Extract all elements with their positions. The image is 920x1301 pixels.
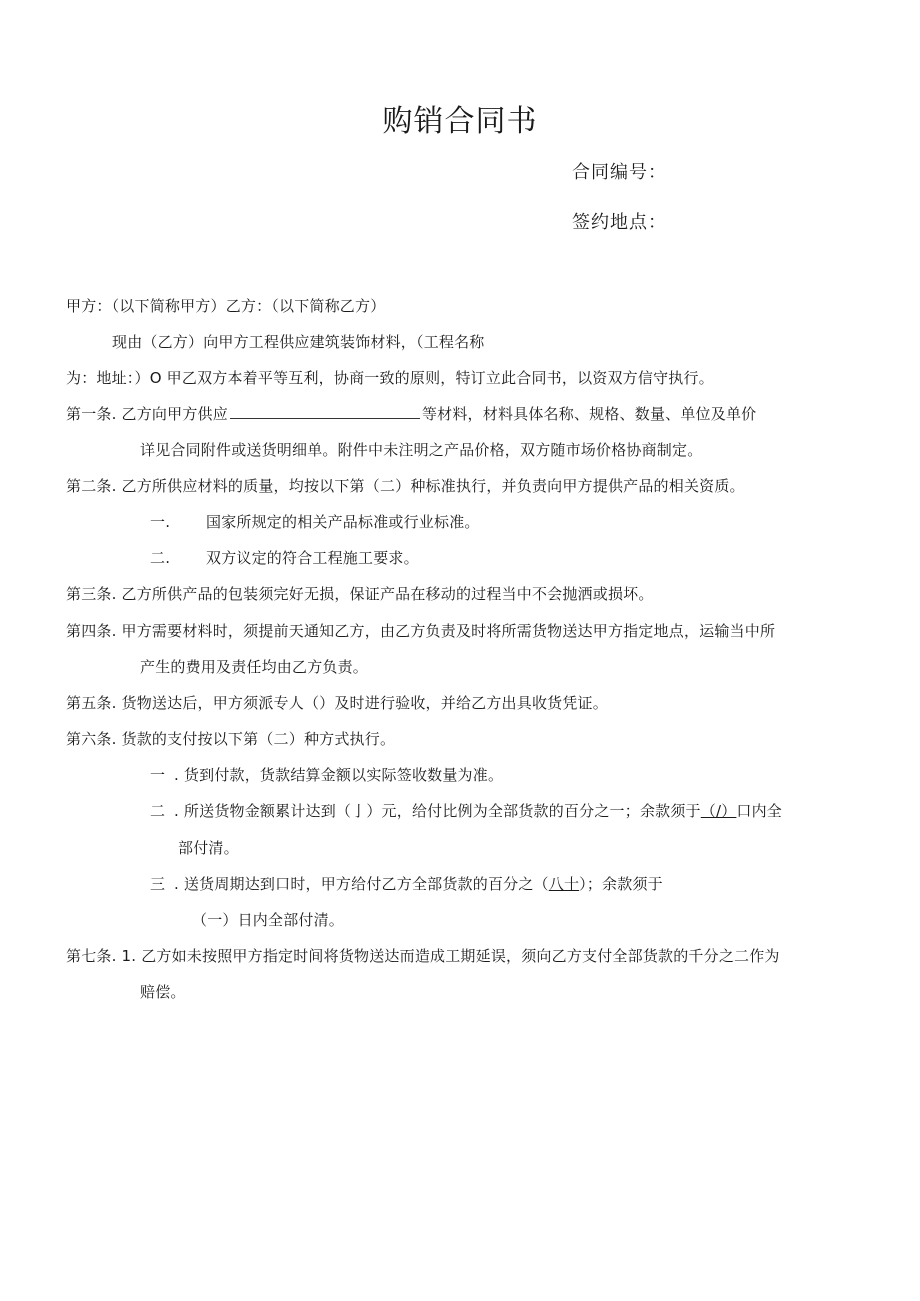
article-6-line-1: 第六条. 货款的支付按以下第（二）种方式执行。	[66, 730, 396, 748]
article-6-item-2-line-1	[174, 801, 782, 821]
article-7-line-1: 第七条. 1. 乙方如未按照甲方指定时间将货物送达而造成工期延误，须向乙方支付全部货款的千分之二作为	[66, 947, 780, 965]
signing-location-label: 签约地点：	[572, 212, 667, 233]
article-2-item-2-number: 二.	[150, 549, 171, 567]
intro-line-1: 现由（乙方）向甲方工程供应建筑装饰材料，（工程名称	[112, 333, 485, 351]
article-5: 第五条. 货物送达后，甲方须派专人（）及时进行验收，并给乙方出具收货凭证。	[66, 694, 608, 712]
article-4-line-2: 产生的费用及责任均由乙方负责。	[140, 658, 369, 676]
article-2-line-1: 第二条. 乙方所供应材料的质量，均按以下第（二）种标准执行，并负责向甲方提供产品的相关资质。	[66, 477, 745, 495]
article-6-item-3-line-1	[174, 874, 663, 894]
article-2-item-2-text: 双方议定的符合工程施工要求。	[206, 549, 419, 567]
intro-line-2: 为：地址：）O 甲乙双方本着平等互利，协商一致的原则，特订立此合同书，以资双方信守执行。	[66, 369, 714, 387]
article-6-item-3-line-2: （一）日内全部付清。	[192, 911, 345, 929]
article-6-item-1-number: 一	[150, 766, 166, 784]
article-6-item-2-text-a: . 所送货物金额累计达到（亅）元，给付比例为全部货款的百分之一；余款须于	[174, 802, 701, 820]
article-6-item-2-text-b: 口内全	[736, 802, 783, 820]
article-4-line-1: 第四条. 甲方需要材料时，须提前天通知乙方，由乙方负责及时将所需货物送达甲方指定地点，运输当中所	[66, 622, 776, 640]
article-6-item-3-text-b: ）；余款须于	[579, 875, 663, 893]
article-3: 第三条. 乙方所供产品的包装须完好无损，保证产品在移动的过程当中不会抛洒或损坏。	[66, 585, 654, 603]
article-6-item-2-line-2: 部付清。	[178, 839, 239, 857]
article-6-item-2-underlined-value: （/）	[700, 802, 737, 820]
article-1-line-2: 详见合同附件或送货明细单。附件中未注明之产品价格，双方随市场价格协商制定。	[140, 441, 703, 459]
article-2-item-1-number: 一.	[150, 513, 171, 531]
article-7-line-2: 赔偿。	[140, 983, 186, 1001]
article-6-item-2-number: 二	[150, 802, 166, 820]
article-6-item-1-text: . 货到付款，货款结算金额以实际签收数量为准。	[174, 766, 504, 784]
article-6-item-3-text-a: . 送货周期达到口时，甲方给付乙方全部货款的百分之（	[174, 875, 549, 893]
parties-line: 甲方：（以下简称甲方）乙方：（以下简称乙方）	[66, 297, 386, 315]
article-1-prefix: 第一条. 乙方向甲方供应	[66, 405, 228, 423]
article-1-line-1	[66, 404, 756, 424]
article-2-item-1-text: 国家所规定的相关产品标准或行业标准。	[206, 513, 480, 531]
article-1-suffix: 等材料，材料具体名称、规格、数量、单位及单价	[421, 405, 757, 423]
article-1-blank	[230, 404, 420, 419]
document-title: 购销合同书	[382, 104, 538, 139]
article-6-item-3-underlined-value: 八十	[548, 875, 580, 893]
contract-number-label: 合同编号：	[572, 162, 667, 183]
article-6-item-3-number: 三	[150, 875, 166, 893]
